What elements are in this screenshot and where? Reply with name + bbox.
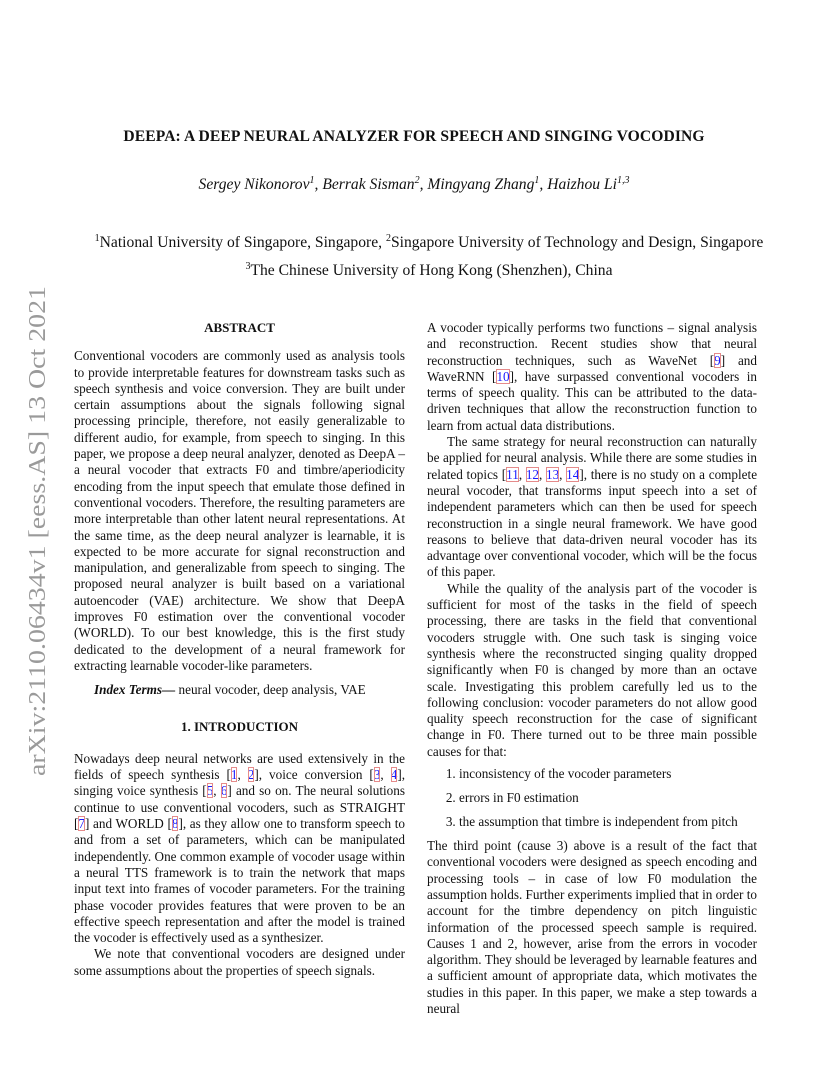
index-terms-text: neural vocoder, deep analysis, VAE [175,682,366,698]
text-run: ], there is no study on a complete neural vocoder, that transforms input speech into a set of independent parameters which can then be used for speech reconstruction in a single neural framework. We have good reasons to believe that data-driven neural vocoder has its advantage over conventional vocoder, which will be the focus of this paper. [427,466,758,580]
author-name: Sergey Nikonorov [198,176,310,193]
arxiv-side-stamp [24,286,52,776]
text-run: ], voice conversion [ [254,767,374,783]
author-name: Berrak Sisman [322,176,415,193]
causes-list [427,766,757,830]
citation-link[interactable]: 7 [78,816,85,832]
arxiv-stamp-text: arXiv:2110.06434v1 [eess.AS] 13 Oct 2021 [24,345,51,776]
citation-link[interactable]: 2 [247,767,255,783]
citation-link[interactable]: 8 [171,816,179,832]
citation-link[interactable]: 5 [206,783,214,799]
affiliation-line-1 [40,234,818,252]
affiliation-mark: 3 [245,261,251,272]
author-affiliation-mark: 1 [309,175,315,186]
introduction-heading: 1. INTRODUCTION [180,718,298,734]
author-affiliation-mark: 2 [414,175,420,186]
index-terms-label: Index Terms— [94,682,176,698]
citation-link[interactable]: 10 [496,368,510,384]
citation-link[interactable]: 14 [566,466,580,482]
citation-link[interactable]: 12 [525,466,539,482]
text-run: ], as they allow one to transform speech to and from a set of parameters, which can be manipulated independently. One common example of vocoder usage within a neural TTS framework is to train the network that maps input text into frames of vocoder parameters. For the training phase vocoder provides features that were proven to be an effective speech representation and after the model is trained the vocoder is effectively used as a synthesizer. [74,816,405,946]
right-column [427,320,757,1017]
text-run: ] and WORLD [ [85,816,172,832]
abstract-heading: ABSTRACT [204,320,275,335]
list-item: 1. inconsistency of the vocoder parameters [459,766,757,782]
intro-paragraph-1 [74,751,405,947]
affiliation-text: National University of Singapore, Singapore, [99,234,386,251]
text-run: , [237,767,248,783]
text-run: The same strategy for neural reconstruction can naturally be applied for neural analysis. While there are some studies in related topics [ [427,434,757,482]
left-column [74,320,405,979]
author-list: Sergey Nikonorov$^1$, Berrak Sisman$^2$, Mingyang Zhang$^1$, Haizhou Li$^{1,3}$ [198,175,630,193]
citation-link[interactable]: 3 [373,767,381,783]
text-run: , [559,466,567,482]
affiliation-line-2 [40,262,818,280]
citation-link[interactable]: 6 [220,783,228,799]
citation-link[interactable]: 13 [545,466,560,482]
paper-title: DEEPA: A DEEP NEURAL ANALYZER FOR SPEECH AND SINGING VOCODING [123,128,705,145]
citation-link[interactable]: 9 [714,352,721,368]
text-run: , [213,783,221,799]
affiliation-text: The Chinese University of Hong Kong (Shenzhen), China [250,262,613,279]
text-run: , [518,466,526,482]
text-run: Nowadays deep neural networks are used extensively in the fields of speech synthesis [ [74,750,405,783]
author-affiliation-mark: 1 [534,175,540,186]
affiliation-mark: 1 [94,233,100,244]
right-paragraph-4: The third point (cause 3) above is a result of the fact that conventional vocoders were designed as speech encoding and processing tools – in case of low F0 modulation the assumption holds. Further experiments implied that in order to account for the timbre dependency on pitch linguistic information of the processed speech sample is required. Causes 1 and 2, however, arise from the errors in vocoder algorithm. They should be leveraged by learnable features and a sufficient amount of appropriate data, which motivates the studies in this paper. In this paper, we make a step towards a neural [427,838,758,1016]
author-name: Haizhou Li [547,176,617,193]
index-terms [74,682,405,698]
author-affiliation-mark: 1,3 [616,175,630,186]
right-paragraph-3: While the quality of the analysis part of the vocoder is sufficient for most of the tasks in the field of speech processing, there are tasks in the field that conventional vocoders struggle with. One such task is singing voice synthesis where the reconstructed singing quality dropped significantly when F0 is changed by more than an octave scale. Investigating this problem carefully led us to the following conclusion: vocoder parameters do not allow good quality speech reconstruction for the case of significant change in F0. There turned out to be three main possible causes for that: [427,580,757,759]
right-paragraph-1 [427,320,757,434]
text-run: ], singing voice synthesis [ [74,767,406,799]
list-item: 2. errors in F0 estimation [459,790,757,806]
text-run: ], have surpassed conventional vocoders in terms of speech quality. This can be attributed to the data-driven techniques that allow the reconstruction function to learn from actual data distributions. [427,368,757,433]
affiliation-mark: 2 [385,233,391,244]
citation-link[interactable]: 11 [506,466,519,482]
text-run: A vocoder typically performs two functions – signal analysis and reconstruction. Recent studies show that neural reconstruction techniques, such as WaveNet [ [427,320,757,368]
list-item: 3. the assumption that timbre is independent from pitch [459,814,757,830]
right-paragraph-2 [427,434,757,581]
citation-link[interactable]: 1 [230,767,238,783]
text-run: ] and so on. The neural solutions continue to use conventional vocoders, such as STRAIGHT [ [74,783,405,832]
affiliation-text: Singapore University of Technology and Design, Singapore [390,234,764,251]
intro-paragraph-2: We note that conventional vocoders are designed under some assumptions about the properties of speech signals. [74,946,405,978]
text-run: , [539,466,546,482]
citation-link[interactable]: 4 [390,767,398,783]
author-name: Mingyang Zhang [427,176,535,193]
text-run: , [380,767,391,783]
text-run: ] and WaveRNN [ [427,352,757,384]
abstract-text: Conventional vocoders are commonly used as analysis tools to provide interpretable features for downstream tasks such as speech synthesis and voice conversion. They are built under certain assumptions about the signals following signal processing principle, therefore, not easily generalizable to different audio, for example, from speech to singing. In this paper, we propose a deep neural analyzer, denoted as DeepA – a neural vocoder that extracts F0 and timbre/aperiodicity encoding from the input speech that emulate those defined in conventional vocoders. Therefore, the resulting parameters are more interpretable than other latent neural representations. At the same time, as the deep neural analyzer is learnable, it is expected to be more accurate for signal reconstruction and manipulation, and generalizable from speech to singing. The proposed neural analyzer is built based on a variational autoencoder (VAE) architecture. We show that DeepA improves F0 estimation over the conventional vocoder (WORLD). To our best knowledge, this is the first study dedicated to the development of a neural framework for extracting learnable vocoder-like parameters. [74,348,405,673]
